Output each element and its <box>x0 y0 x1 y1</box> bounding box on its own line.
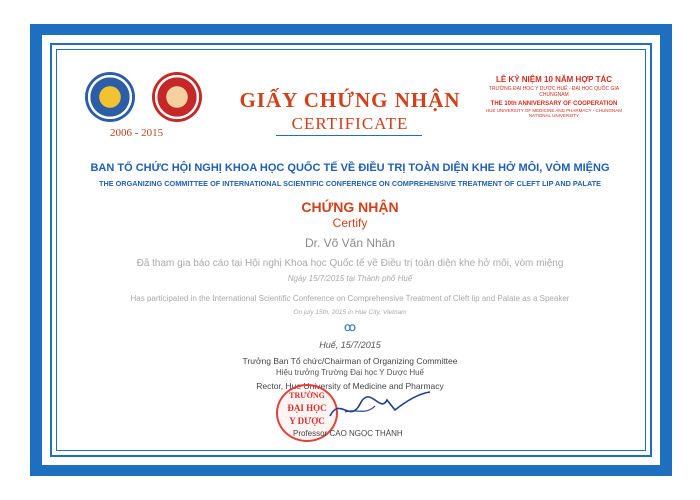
anniversary-line1: LỄ KỶ NIỆM 10 NĂM HỢP TÁC <box>495 75 613 84</box>
years-label: 2006 - 2015 <box>110 127 164 139</box>
participation-date-en: On july 15th, 2015 in Hue City, Vietnam <box>293 309 407 316</box>
title-underline <box>276 135 422 136</box>
stamp-line3: Y DƯỢC <box>289 416 325 426</box>
stamp-line2: ĐẠI HỌC <box>287 403 327 413</box>
recipient-name: Dr. Võ Văn Nhân <box>304 236 396 250</box>
signer-name: Professor CAO NGỌC THÀNH <box>293 429 403 438</box>
certificate-title-en: CERTIFICATE <box>291 114 409 133</box>
rector-title-vn: Hiệu trưởng Trường Đại học Y Dược Huế <box>275 368 424 377</box>
anniversary-line3: THE 10th ANNIVERSARY OF COOPERATION <box>490 101 618 107</box>
stamp-line1: TRƯỜNG <box>289 391 325 400</box>
certify-heading-en: Certify <box>332 216 368 230</box>
place-date: Huế, 15/7/2015 <box>319 340 381 350</box>
participation-text-en: Has participated in the International Scientific Conference on Comprehensive Treatment of Cleft lip and Palate as a Speaker <box>130 294 570 303</box>
anniversary-line2: TRƯỜNG ĐẠI HỌC Y DƯỢC HUẾ - ĐẠI HỌC QUỐC GIA CHUNGNAM <box>488 86 620 98</box>
certificate-title-vn: GIẤY CHỨNG NHẬN <box>239 88 461 112</box>
ornament-icon: ꝏ <box>343 320 357 334</box>
certify-heading-vn: CHỨNG NHẬN <box>301 199 399 215</box>
anniversary-line4: HUE UNIVERSITY OF MEDICINE AND PHARMACY - CHUNGNAM NATIONAL UNIVERSITY <box>485 108 623 118</box>
rector-title-en: Rector, Hue University of Medicine and Pharmacy <box>256 381 444 391</box>
organizer-vn: BAN TỔ CHỨC HỘI NGHỊ KHOA HỌC QUỐC TẾ VỀ ĐIỀU TRỊ TOÀN DIỆN KHE HỞ MÔI, VÒM MIỆNG <box>90 162 610 174</box>
chairman-title: Trưởng Ban Tổ chức/Chairman of Organizing Committee <box>242 356 458 366</box>
organizer-en: THE ORGANIZING COMMITTEE OF INTERNATIONAL SCIENTIFIC CONFERENCE ON COMPREHENSIVE TREATMENT OF CLEFT LIP AND PALATE <box>99 179 601 188</box>
participation-date-vn: Ngày 15/7/2015 tại Thành phố Huế <box>287 274 413 283</box>
anniversary-badge <box>484 75 624 118</box>
participation-text-vn: Đã tham gia báo cáo tại Hội nghị Khoa học Quốc tế về Điều trị toàn diện khe hở môi, vòm miệng <box>136 258 564 269</box>
handwritten-signature <box>325 386 435 426</box>
